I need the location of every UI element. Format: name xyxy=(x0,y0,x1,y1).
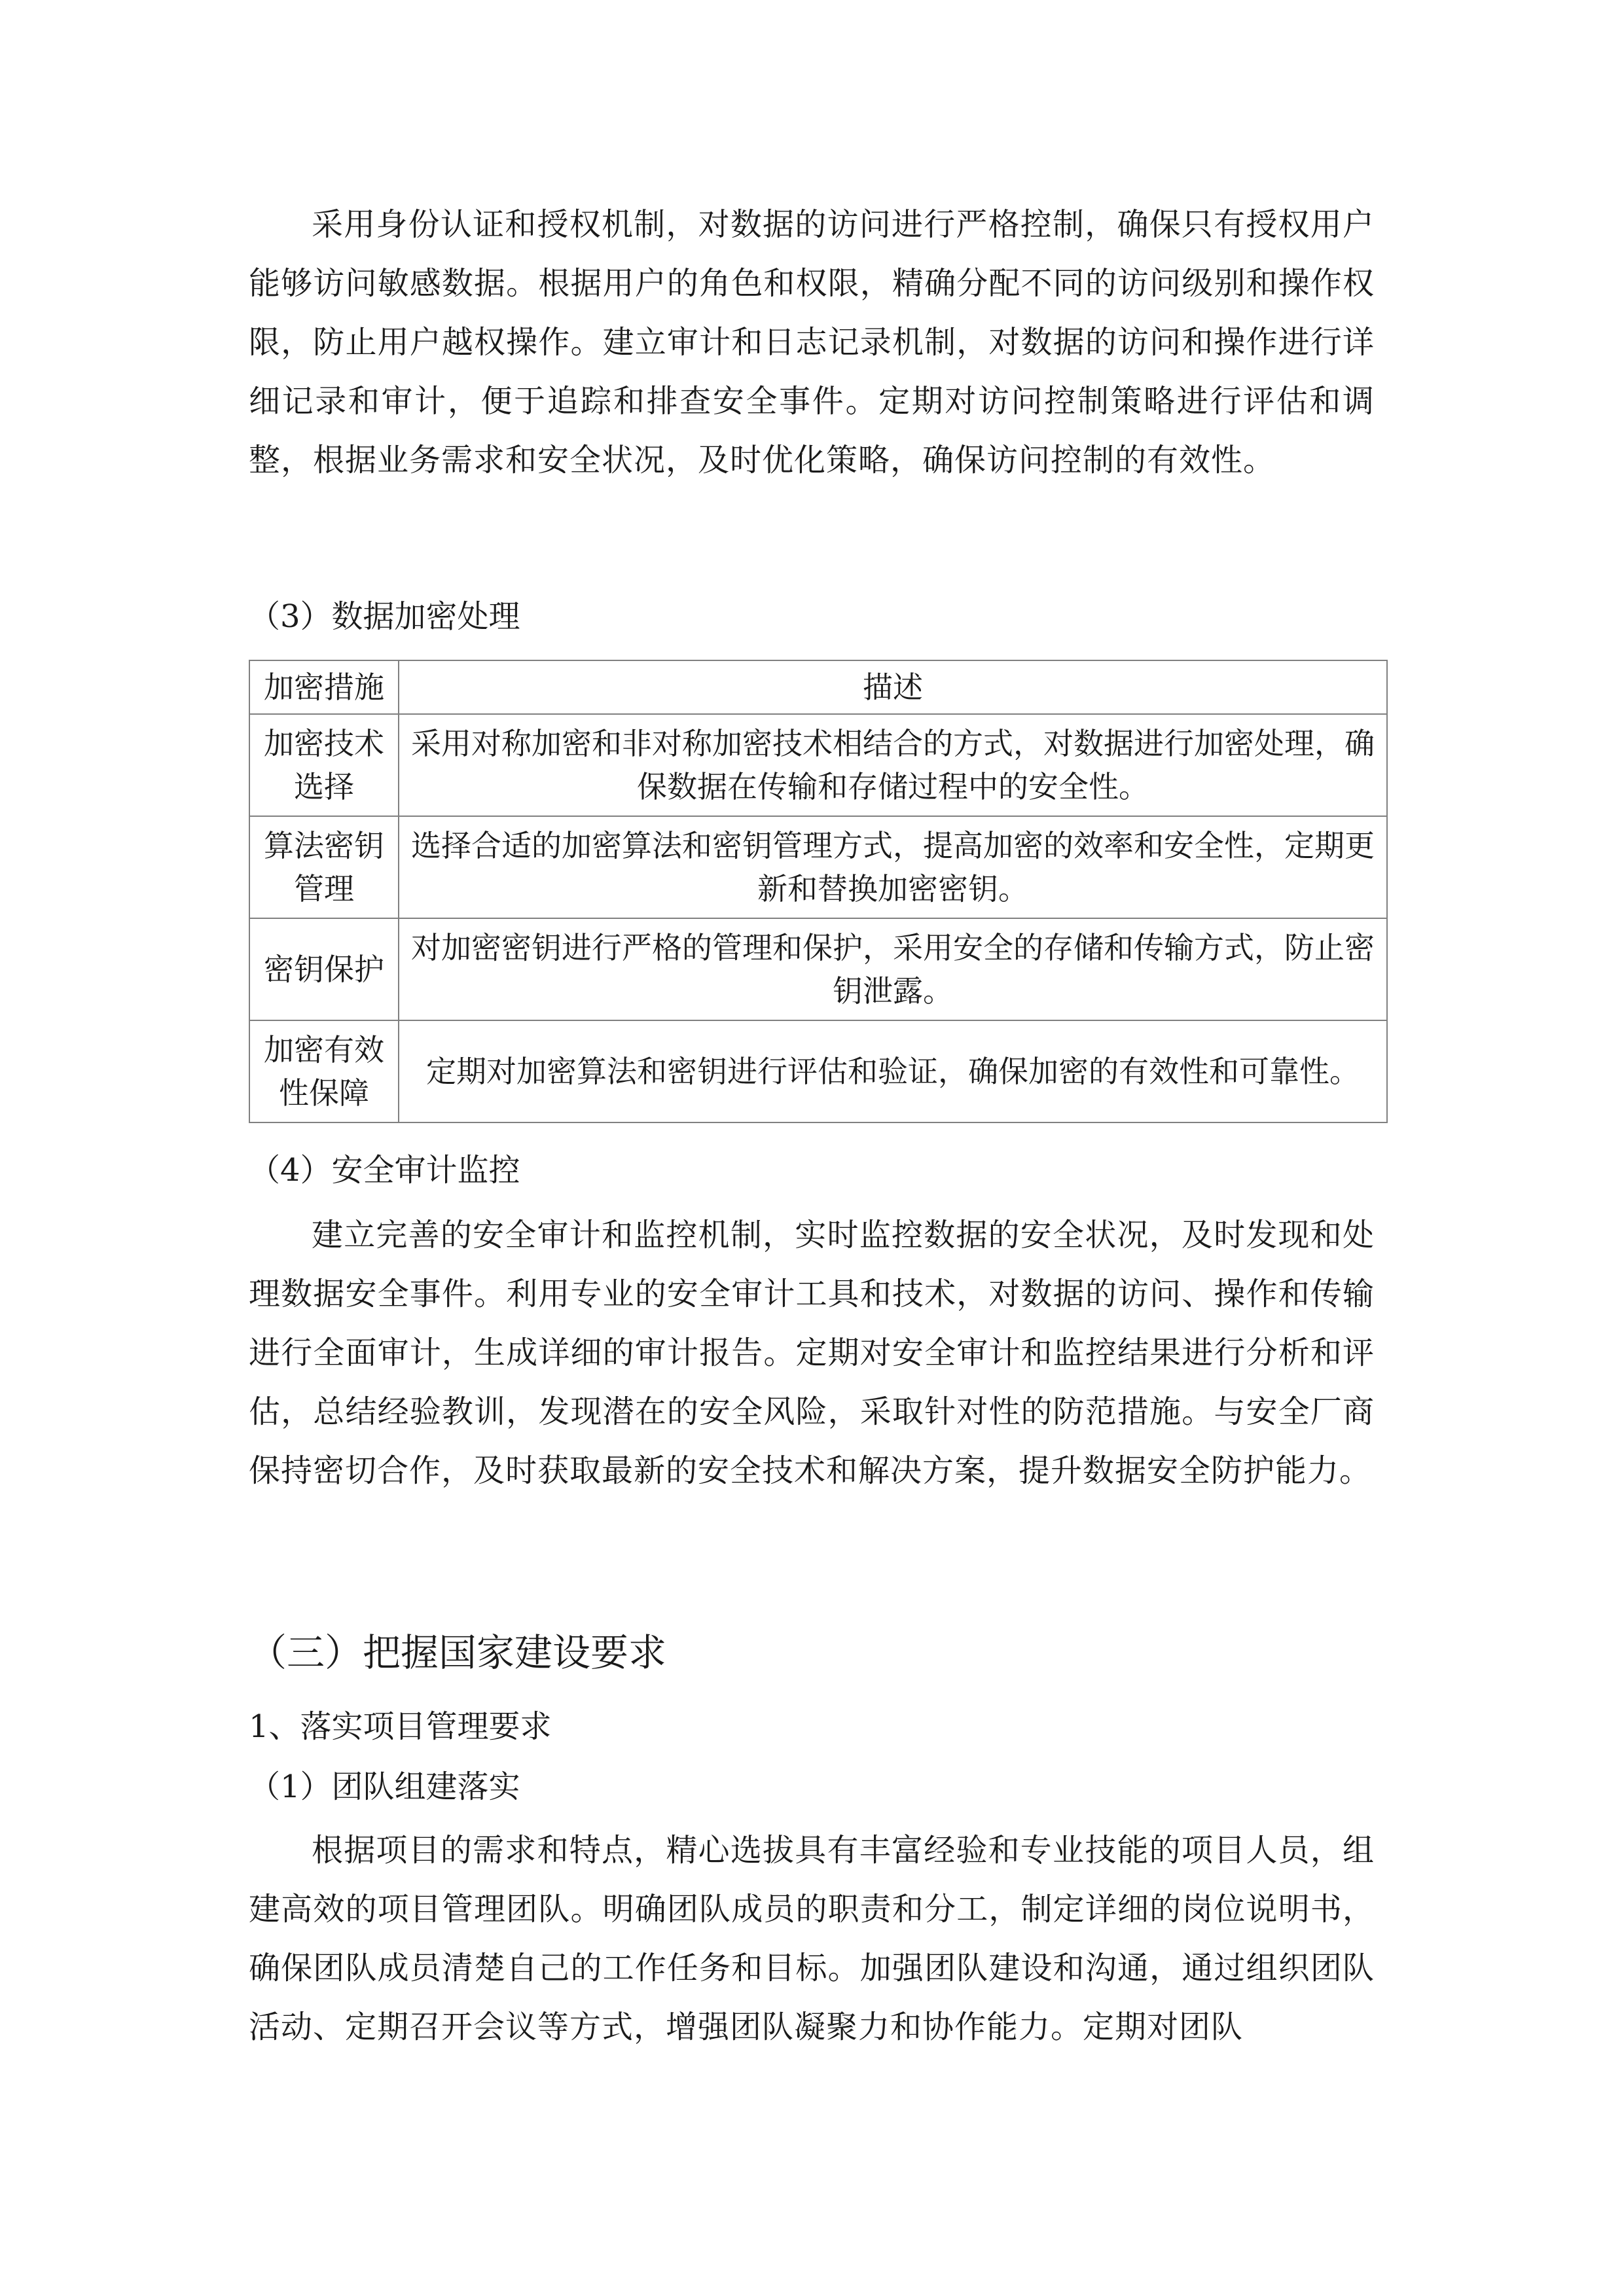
table-cell-description: 对加密密钥进行严格的管理和保护，采用安全的存储和传输方式，防止密钥泄露。 xyxy=(399,918,1387,1020)
table-row xyxy=(249,714,1387,816)
table-header-row xyxy=(249,660,1387,714)
heading-section-three: （三）把握国家建设要求 xyxy=(249,1630,667,1675)
paragraph-access-control: 采用身份认证和授权机制，对数据的访问进行严格控制，确保只有授权用户能够访问敏感数据。根据用户的角色和权限，精确分配不同的访问级别和操作权限，防止用户越权操作。建立审计和日志记录机制，对数据的访问和操作进行详细记录和审计，便于追踪和排查安全事件。定期对访问控制策略进行评估和调整，根据业务需求和安全状况，及时优化策略，确保访问控制的有效性。 xyxy=(249,206,1375,478)
encryption-table xyxy=(249,660,1388,1123)
table-cell-measure: 算法密钥管理 xyxy=(249,816,399,918)
table-header-description: 描述 xyxy=(399,660,1387,714)
heading-team: （1）团队组建落实 xyxy=(249,1768,520,1805)
paragraph-team: 根据项目的需求和特点，精心选拔具有丰富经验和专业技能的项目人员，组建高效的项目管理团队。明确团队成员的职责和分工，制定详细的岗位说明书，确保团队成员清楚自己的工作任务和目标。加强团队建设和沟通，通过组织团队活动、定期召开会议等方式，增强团队凝聚力和协作能力。定期对团队 xyxy=(249,1832,1375,2045)
table-row xyxy=(249,1020,1387,1122)
paragraph-audit: 建立完善的安全审计和监控机制，实时监控数据的安全状况，及时发现和处理数据安全事件。利用专业的安全审计工具和技术，对数据的访问、操作和传输进行全面审计，生成详细的审计报告。定期对安全审计和监控结果进行分析和评估，总结经验教训，发现潜在的安全风险，采取针对性的防范措施。与安全厂商保持密切合作，及时获取最新的安全技术和解决方案，提升数据安全防护能力。 xyxy=(249,1217,1375,1489)
table-cell-measure: 加密技术选择 xyxy=(249,714,399,816)
table-row xyxy=(249,816,1387,918)
heading-encryption: （3）数据加密处理 xyxy=(249,598,520,635)
table-row xyxy=(249,918,1387,1020)
table-header-measure: 加密措施 xyxy=(249,660,399,714)
table-cell-description: 选择合适的加密算法和密钥管理方式，提高加密的效率和安全性，定期更新和替换加密密钥。 xyxy=(399,816,1387,918)
table-cell-description: 定期对加密算法和密钥进行评估和验证，确保加密的有效性和可靠性。 xyxy=(399,1020,1387,1122)
table-cell-description: 采用对称加密和非对称加密技术相结合的方式，对数据进行加密处理，确保数据在传输和存储过程中的安全性。 xyxy=(399,714,1387,816)
table-cell-measure: 密钥保护 xyxy=(249,918,399,1020)
table-cell-measure: 加密有效性保障 xyxy=(249,1020,399,1122)
heading-project-management: 1、落实项目管理要求 xyxy=(249,1708,552,1745)
heading-audit: （4）安全审计监控 xyxy=(249,1152,520,1189)
